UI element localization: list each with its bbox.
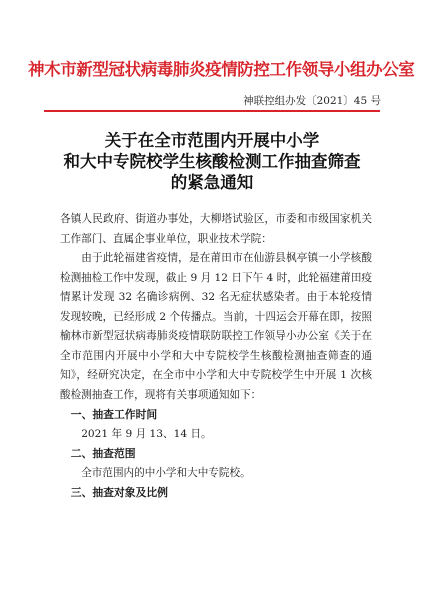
addressee-paragraph: 各镇人民政府、街道办事处，大柳塔试验区，市委和市级国家机关工作部门、直属企事业单位，职业技术学院：	[60, 213, 372, 245]
section-2-heading: 二、抽查范围	[70, 447, 136, 460]
section-2-text: 全市范围内的中小学和大中专院校。	[81, 466, 251, 479]
document-body	[60, 210, 372, 503]
section-3-heading: 三、抽查对象及比例	[70, 486, 168, 499]
section-1-text: 2021 年 9 月 13、14 日。	[81, 427, 212, 440]
issuing-organization-header: 神木市新型冠状病毒肺炎疫情防控工作领导小组办公室	[28, 60, 415, 79]
document-title	[44, 130, 380, 193]
section-1-heading: 一、抽查工作时间	[70, 408, 158, 421]
body-paragraph-1: 由于此轮福建省疫情，是在莆田市在仙游县枫亭镇一小学核酸检测抽检工作中发现，截止 9 月 12 日下午 4 时，此轮福建莆田疫情累计发现 32 名确诊病例、32 名无症状感染者。由于本轮疫情发现较晚，已经形成 2 个传播点。当前，十四运会开幕在即，按照榆林市新型冠状病毒肺炎疫情联防联控工作领导小办公室《关于在全市范围内开展中小学和大中专院校学生核酸检测抽查筛查的通知》，经研究决定，在全市中小学和大中专院校学生中开展 1 次核酸检测抽查工作，现将有关事项通知如下：	[60, 252, 373, 401]
title-line-3: 的紧急通知	[170, 173, 254, 192]
title-line-2: 和大中专院校学生核酸检测工作抽查筛查	[63, 152, 361, 171]
title-line-1: 关于在全市范围内开展中小学	[104, 131, 320, 150]
document-number: 神联控组办发〔2021〕45 号	[243, 95, 381, 107]
red-divider-line	[44, 110, 380, 112]
